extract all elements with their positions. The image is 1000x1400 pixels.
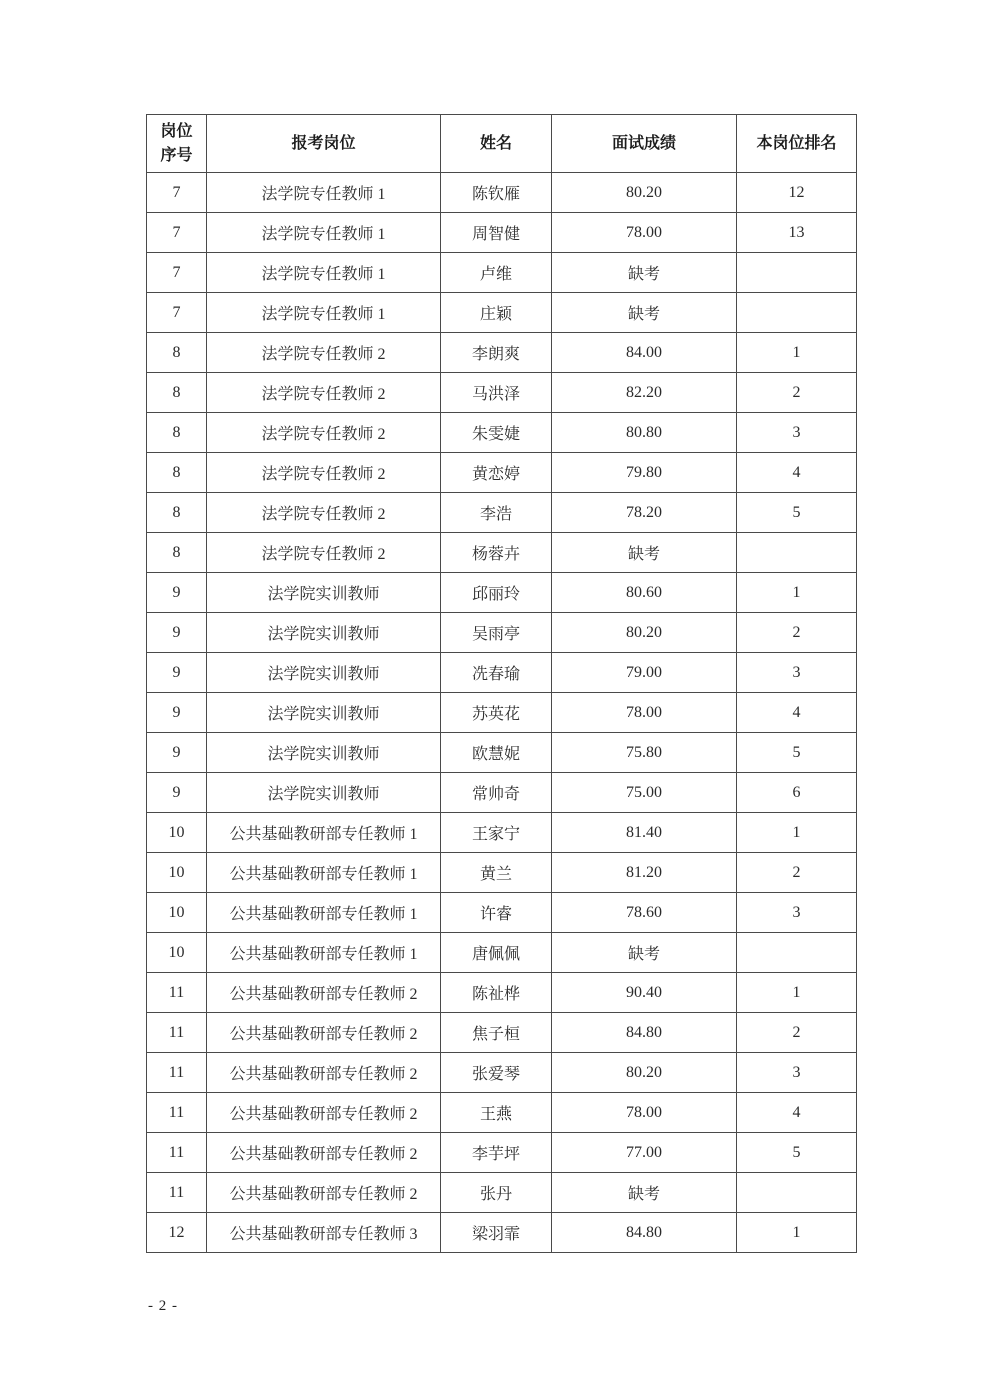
cell-rank: 2 xyxy=(737,853,857,893)
cell-position: 法学院专任教师 1 xyxy=(207,213,441,253)
cell-position: 法学院实训教师 xyxy=(207,773,441,813)
table-row xyxy=(147,533,857,573)
cell-score: 78.00 xyxy=(552,213,737,253)
cell-score: 81.40 xyxy=(552,813,737,853)
cell-score: 78.60 xyxy=(552,893,737,933)
cell-name: 冼春瑜 xyxy=(441,653,552,693)
table-row xyxy=(147,813,857,853)
cell-post-no: 10 xyxy=(147,853,207,893)
cell-score: 80.60 xyxy=(552,573,737,613)
cell-post-no: 11 xyxy=(147,1093,207,1133)
cell-rank: 1 xyxy=(737,1213,857,1253)
cell-name: 梁羽霏 xyxy=(441,1213,552,1253)
table-row xyxy=(147,1053,857,1093)
cell-score: 78.20 xyxy=(552,493,737,533)
cell-name: 苏英花 xyxy=(441,693,552,733)
cell-name: 唐佩佩 xyxy=(441,933,552,973)
cell-post-no: 8 xyxy=(147,333,207,373)
cell-rank: 5 xyxy=(737,1133,857,1173)
cell-score: 90.40 xyxy=(552,973,737,1013)
cell-name: 常帅奇 xyxy=(441,773,552,813)
cell-score: 80.20 xyxy=(552,1053,737,1093)
cell-rank: 2 xyxy=(737,1013,857,1053)
table-row xyxy=(147,253,857,293)
cell-rank xyxy=(737,1173,857,1213)
cell-post-no: 9 xyxy=(147,773,207,813)
cell-post-no: 10 xyxy=(147,933,207,973)
cell-position: 法学院实训教师 xyxy=(207,573,441,613)
cell-position: 公共基础教研部专任教师 1 xyxy=(207,933,441,973)
cell-position: 公共基础教研部专任教师 2 xyxy=(207,1013,441,1053)
cell-name: 王家宁 xyxy=(441,813,552,853)
cell-post-no: 8 xyxy=(147,453,207,493)
cell-position: 法学院实训教师 xyxy=(207,653,441,693)
cell-score: 84.00 xyxy=(552,333,737,373)
cell-post-no: 7 xyxy=(147,253,207,293)
cell-name: 杨蓉卉 xyxy=(441,533,552,573)
cell-name: 李芋坪 xyxy=(441,1133,552,1173)
cell-score: 80.80 xyxy=(552,413,737,453)
table-body xyxy=(147,173,857,1253)
cell-position: 法学院专任教师 2 xyxy=(207,333,441,373)
cell-score: 78.00 xyxy=(552,1093,737,1133)
table-row xyxy=(147,453,857,493)
table-row xyxy=(147,933,857,973)
cell-position: 法学院专任教师 2 xyxy=(207,533,441,573)
table-row xyxy=(147,333,857,373)
cell-post-no: 10 xyxy=(147,893,207,933)
cell-post-no: 7 xyxy=(147,173,207,213)
cell-post-no: 10 xyxy=(147,813,207,853)
table-row xyxy=(147,213,857,253)
table-row xyxy=(147,1173,857,1213)
cell-post-no: 7 xyxy=(147,293,207,333)
cell-post-no: 11 xyxy=(147,1013,207,1053)
cell-name: 张丹 xyxy=(441,1173,552,1213)
cell-name: 欧慧妮 xyxy=(441,733,552,773)
cell-rank: 1 xyxy=(737,333,857,373)
table-row xyxy=(147,1013,857,1053)
column-header-position: 报考岗位 xyxy=(207,115,441,173)
cell-rank: 4 xyxy=(737,693,857,733)
cell-name: 马洪泽 xyxy=(441,373,552,413)
interview-results-table xyxy=(146,114,857,1253)
cell-rank xyxy=(737,293,857,333)
cell-name: 周智健 xyxy=(441,213,552,253)
table-row xyxy=(147,1093,857,1133)
cell-post-no: 7 xyxy=(147,213,207,253)
cell-score: 84.80 xyxy=(552,1013,737,1053)
cell-score: 75.00 xyxy=(552,773,737,813)
cell-post-no: 11 xyxy=(147,1053,207,1093)
table-row xyxy=(147,693,857,733)
cell-position: 公共基础教研部专任教师 2 xyxy=(207,1093,441,1133)
cell-rank: 5 xyxy=(737,493,857,533)
cell-rank xyxy=(737,933,857,973)
cell-rank: 3 xyxy=(737,1053,857,1093)
cell-rank: 12 xyxy=(737,173,857,213)
page-number-footer: - 2 - xyxy=(148,1298,178,1314)
cell-position: 公共基础教研部专任教师 2 xyxy=(207,1133,441,1173)
table-row xyxy=(147,773,857,813)
cell-post-no: 9 xyxy=(147,693,207,733)
cell-rank xyxy=(737,253,857,293)
cell-position: 法学院专任教师 2 xyxy=(207,453,441,493)
cell-name: 黄恋婷 xyxy=(441,453,552,493)
cell-score: 79.00 xyxy=(552,653,737,693)
cell-position: 公共基础教研部专任教师 2 xyxy=(207,1053,441,1093)
cell-name: 李浩 xyxy=(441,493,552,533)
cell-rank: 13 xyxy=(737,213,857,253)
column-header-score: 面试成绩 xyxy=(552,115,737,173)
cell-rank: 2 xyxy=(737,613,857,653)
cell-position: 法学院实训教师 xyxy=(207,733,441,773)
cell-name: 陈祉桦 xyxy=(441,973,552,1013)
cell-score: 缺考 xyxy=(552,933,737,973)
cell-name: 朱雯婕 xyxy=(441,413,552,453)
cell-name: 黄兰 xyxy=(441,853,552,893)
cell-position: 法学院实训教师 xyxy=(207,613,441,653)
cell-name: 卢维 xyxy=(441,253,552,293)
cell-score: 缺考 xyxy=(552,293,737,333)
column-header-post-no-line1: 岗位 xyxy=(160,122,193,140)
cell-rank: 5 xyxy=(737,733,857,773)
cell-position: 法学院专任教师 1 xyxy=(207,253,441,293)
table-row xyxy=(147,293,857,333)
cell-post-no: 9 xyxy=(147,573,207,613)
cell-position: 公共基础教研部专任教师 3 xyxy=(207,1213,441,1253)
table-row xyxy=(147,733,857,773)
cell-rank: 1 xyxy=(737,973,857,1013)
cell-score: 84.80 xyxy=(552,1213,737,1253)
cell-rank: 6 xyxy=(737,773,857,813)
cell-position: 公共基础教研部专任教师 1 xyxy=(207,893,441,933)
cell-name: 陈钦雁 xyxy=(441,173,552,213)
column-header-name: 姓名 xyxy=(441,115,552,173)
cell-name: 李朗爽 xyxy=(441,333,552,373)
cell-name: 许睿 xyxy=(441,893,552,933)
cell-post-no: 9 xyxy=(147,613,207,653)
cell-name: 王燕 xyxy=(441,1093,552,1133)
cell-post-no: 8 xyxy=(147,373,207,413)
cell-name: 张爱琴 xyxy=(441,1053,552,1093)
table-row xyxy=(147,653,857,693)
cell-score: 80.20 xyxy=(552,173,737,213)
table-row xyxy=(147,373,857,413)
cell-position: 公共基础教研部专任教师 1 xyxy=(207,813,441,853)
header-row xyxy=(147,115,857,173)
cell-position: 公共基础教研部专任教师 1 xyxy=(207,853,441,893)
cell-name: 焦子桓 xyxy=(441,1013,552,1053)
column-header-rank: 本岗位排名 xyxy=(737,115,857,173)
cell-rank: 1 xyxy=(737,813,857,853)
cell-name: 庄颖 xyxy=(441,293,552,333)
table-row xyxy=(147,853,857,893)
cell-score: 78.00 xyxy=(552,693,737,733)
cell-position: 公共基础教研部专任教师 2 xyxy=(207,1173,441,1213)
table-row xyxy=(147,573,857,613)
cell-score: 缺考 xyxy=(552,1173,737,1213)
cell-rank: 3 xyxy=(737,413,857,453)
cell-name: 吴雨亭 xyxy=(441,613,552,653)
cell-post-no: 11 xyxy=(147,973,207,1013)
cell-score: 79.80 xyxy=(552,453,737,493)
cell-position: 法学院专任教师 2 xyxy=(207,493,441,533)
cell-rank xyxy=(737,533,857,573)
cell-position: 法学院实训教师 xyxy=(207,693,441,733)
table-row xyxy=(147,613,857,653)
cell-position: 公共基础教研部专任教师 2 xyxy=(207,973,441,1013)
table-row xyxy=(147,413,857,453)
cell-post-no: 8 xyxy=(147,413,207,453)
table-row xyxy=(147,893,857,933)
table-header xyxy=(147,115,857,173)
cell-post-no: 12 xyxy=(147,1213,207,1253)
table-row xyxy=(147,173,857,213)
table-row xyxy=(147,973,857,1013)
cell-score: 缺考 xyxy=(552,533,737,573)
cell-post-no: 8 xyxy=(147,493,207,533)
cell-position: 法学院专任教师 2 xyxy=(207,373,441,413)
cell-score: 81.20 xyxy=(552,853,737,893)
cell-name: 邱丽玲 xyxy=(441,573,552,613)
table-row xyxy=(147,1133,857,1173)
table-row xyxy=(147,1213,857,1253)
cell-position: 法学院专任教师 1 xyxy=(207,173,441,213)
cell-post-no: 9 xyxy=(147,733,207,773)
cell-rank: 4 xyxy=(737,453,857,493)
cell-rank: 2 xyxy=(737,373,857,413)
cell-score: 80.20 xyxy=(552,613,737,653)
cell-rank: 1 xyxy=(737,573,857,613)
cell-score: 77.00 xyxy=(552,1133,737,1173)
cell-position: 法学院专任教师 2 xyxy=(207,413,441,453)
column-header-post-no xyxy=(147,115,207,173)
cell-score: 缺考 xyxy=(552,253,737,293)
cell-position: 法学院专任教师 1 xyxy=(207,293,441,333)
cell-score: 75.80 xyxy=(552,733,737,773)
column-header-post-no-line2: 序号 xyxy=(160,146,193,164)
cell-score: 82.20 xyxy=(552,373,737,413)
cell-post-no: 8 xyxy=(147,533,207,573)
cell-post-no: 9 xyxy=(147,653,207,693)
cell-rank: 3 xyxy=(737,893,857,933)
cell-rank: 3 xyxy=(737,653,857,693)
table-row xyxy=(147,493,857,533)
cell-post-no: 11 xyxy=(147,1173,207,1213)
cell-rank: 4 xyxy=(737,1093,857,1133)
cell-post-no: 11 xyxy=(147,1133,207,1173)
